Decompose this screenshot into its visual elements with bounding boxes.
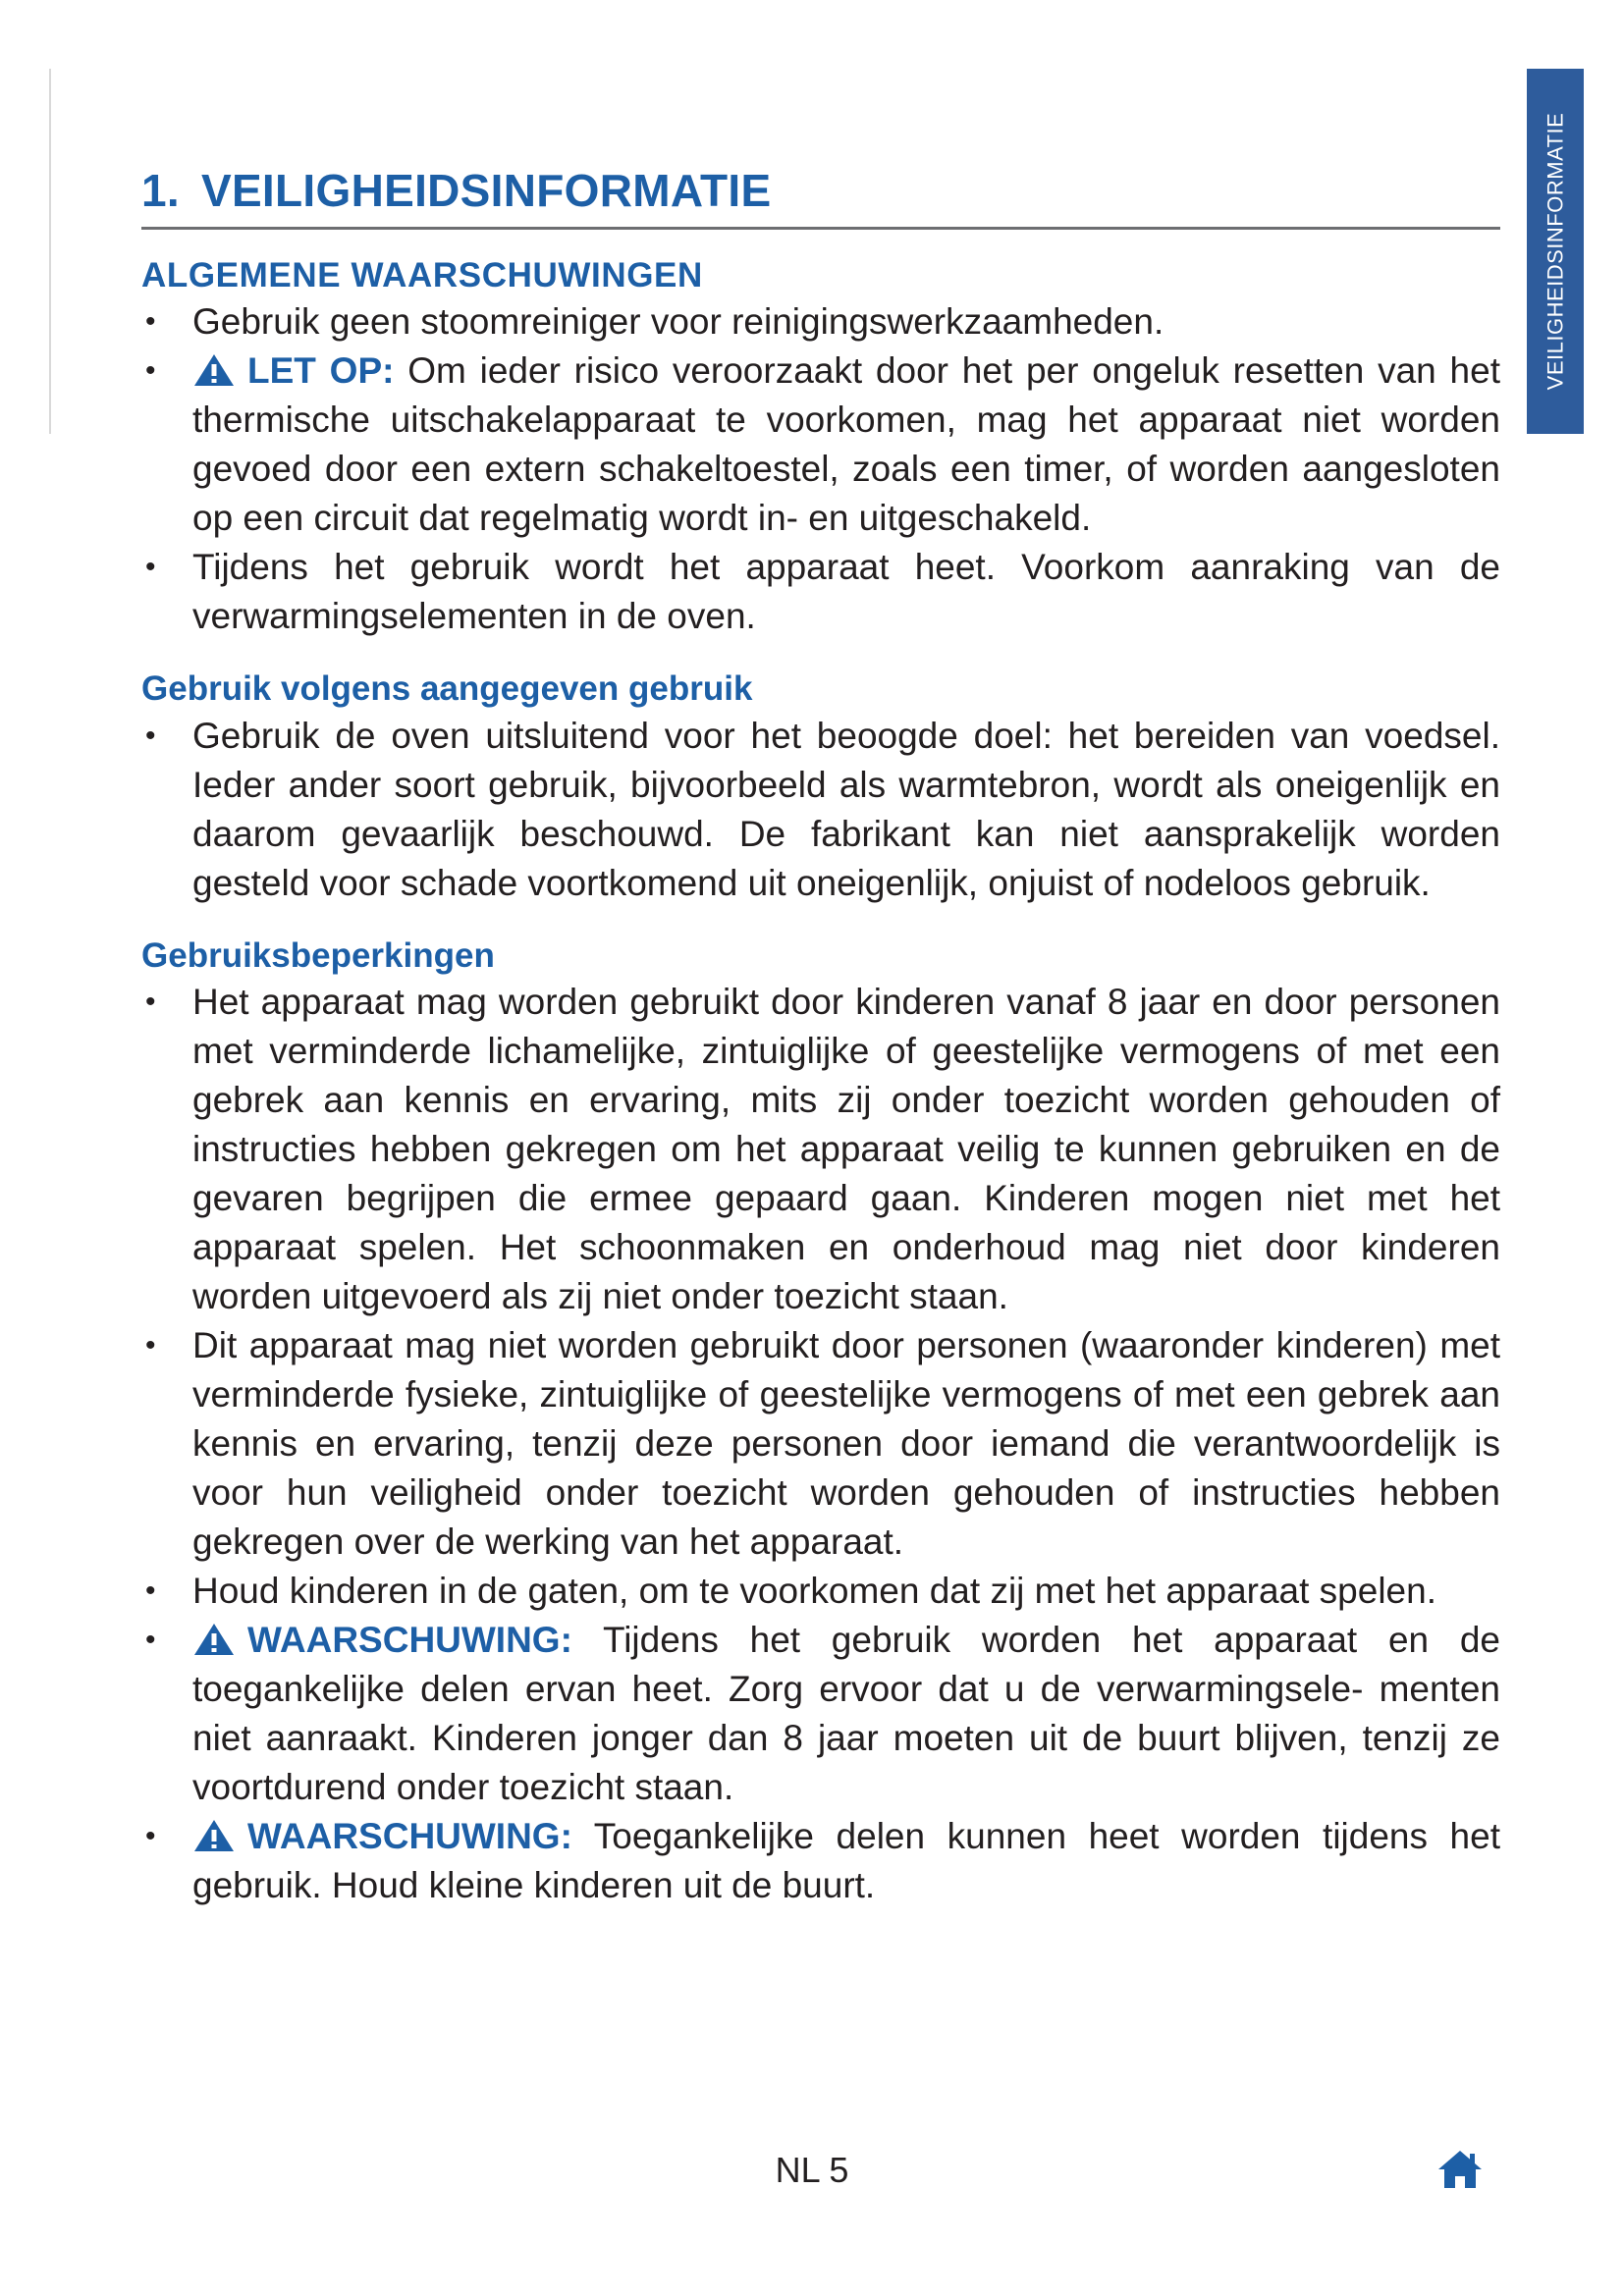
page-content bbox=[141, 165, 1500, 1910]
list-item bbox=[141, 297, 1500, 347]
caution-label: LET OP: bbox=[247, 350, 395, 392]
bullet: • bbox=[145, 1624, 156, 1657]
page-title-number: 1. bbox=[141, 165, 180, 216]
list-item bbox=[141, 347, 1500, 543]
list-item bbox=[141, 978, 1500, 1321]
list-item-text: Om ieder risico veroorzaakt door het per ongeluk resetten van het thermische uitschakelapparaat te voorkomen, mag het apparaat niet worden gevoed door een extern schakeltoestel, zoals een timer, of worden aangesloten op een circuit dat regelmatig wordt in- en uitgeschakeld. bbox=[192, 350, 1500, 539]
list-item bbox=[141, 1567, 1500, 1616]
list-item-text: Houd kinderen in de gaten, om te voorkomen dat zij met het apparaat spelen. bbox=[192, 1571, 1436, 1612]
list-item-text: Tijdens het gebruik wordt het apparaat heet. Voorkom aanraking van de verwarmingselementen in de oven. bbox=[192, 547, 1500, 637]
section-heading-general: ALGEMENE WAARSCHUWINGEN bbox=[141, 255, 703, 294]
warning-label: WAARSCHUWING: bbox=[247, 1816, 572, 1857]
intended-use-list bbox=[141, 712, 1500, 908]
list-item bbox=[141, 543, 1500, 641]
restrictions-list bbox=[141, 978, 1500, 1910]
bullet: • bbox=[145, 354, 156, 388]
section-heading-intended-use: Gebruik volgens aangegeven gebruik bbox=[141, 669, 753, 709]
warning-triangle-icon bbox=[192, 1622, 236, 1657]
list-item-text: Tijdens het gebruik worden het apparaat en de toegankelijke delen ervan heet. Zorg ervoor dat u de verwarmingsele- menten niet aanraakt. Kinderen jonger dan 8 jaar moeten uit de buurt blijven, tenzij ze voortdurend onder toezicht staan. bbox=[192, 1620, 1500, 1808]
list-item-text: Het apparaat mag worden gebruikt door kinderen vanaf 8 jaar en door personen met verminderde lichamelijke, zintuiglijke of geestelijke vermogens of met een gebrek aan kennis en ervaring, mits zij onder toezicht worden gehouden of instructies hebben gekregen om het apparaat veilig te kunnen gebruiken en de gevaren begrijpen die ermee gepaard gaan. Kinderen mogen niet met het apparaat spelen. Het schoonmaken en onderhoud mag niet door kinderen worden uitgevoerd als zij niet onder toezicht staan. bbox=[192, 982, 1500, 1317]
warning-triangle-icon bbox=[192, 1818, 236, 1853]
list-item bbox=[141, 1321, 1500, 1567]
list-item-text: Gebruik geen stoomreiniger voor reinigingswerkzaamheden. bbox=[192, 301, 1164, 343]
bullet: • bbox=[145, 305, 156, 339]
bullet: • bbox=[145, 986, 156, 1019]
bullet: • bbox=[145, 1575, 156, 1608]
list-item bbox=[141, 1812, 1500, 1910]
page-margin-line bbox=[49, 69, 51, 434]
page-title-text: VEILIGHEIDSINFORMATIE bbox=[200, 165, 772, 216]
side-section-tab[interactable] bbox=[1527, 69, 1584, 434]
warning-label: WAARSCHUWING: bbox=[247, 1620, 572, 1661]
warning-triangle-icon bbox=[192, 352, 236, 388]
bullet: • bbox=[145, 1820, 156, 1853]
list-item-text: Toegankelijke delen kunnen heet worden tijdens het gebruik. Houd kleine kinderen uit de buurt. bbox=[192, 1816, 1500, 1906]
list-item-text: Gebruik de oven uitsluitend voor het beoogde doel: het bereiden van voedsel. Ieder ander soort gebruik, bijvoorbeeld als warmtebron, wordt als oneigenlijk en daarom gevaarlijk beschouwd. De fabrikant kan niet aansprakelijk worden gesteld voor schade voortkomend uit oneigenlijk, onjuist of nodeloos gebruik. bbox=[192, 715, 1500, 903]
section-heading-restrictions: Gebruiksbeperkingen bbox=[141, 935, 495, 975]
bullet: • bbox=[145, 551, 156, 584]
list-item bbox=[141, 1616, 1500, 1812]
general-warnings-list bbox=[141, 297, 1500, 641]
list-item-text: Dit apparaat mag niet worden gebruikt door personen (waaronder kinderen) met verminderde fysieke, zintuiglijke of geestelijke vermogens of met een gebrek aan kennis en ervaring, tenzij deze personen door iemand die verantwoordelijk is voor hun veiligheid onder toezicht worden gehouden of instructies hebben gekregen over de werking van het apparaat. bbox=[192, 1325, 1500, 1563]
page-number: NL 5 bbox=[775, 2150, 849, 2190]
list-item bbox=[141, 712, 1500, 908]
page-title bbox=[141, 165, 1500, 230]
side-section-tab-label: VEILIGHEIDSINFORMATIE bbox=[1543, 112, 1567, 391]
bullet: • bbox=[145, 719, 156, 752]
bullet: • bbox=[145, 1329, 156, 1362]
home-icon[interactable] bbox=[1436, 2148, 1484, 2191]
